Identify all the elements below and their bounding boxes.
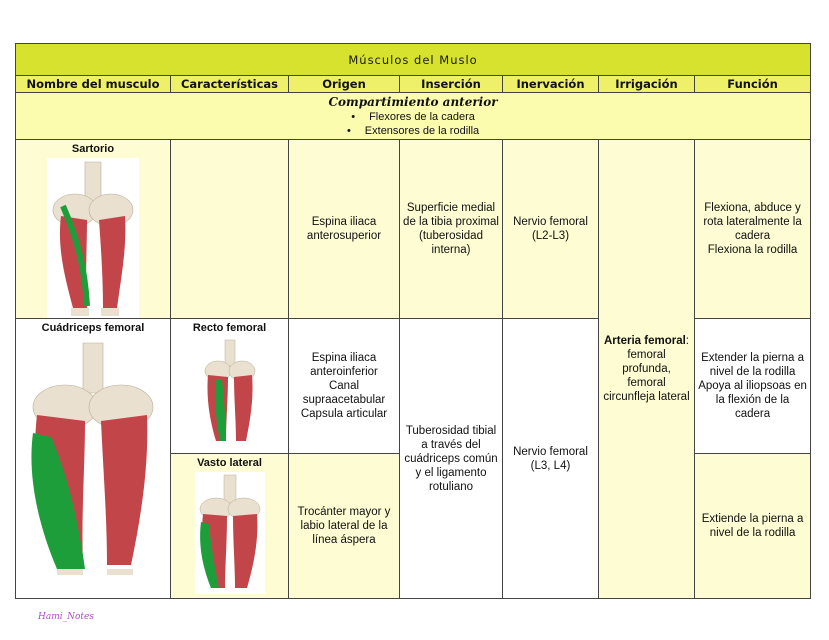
page-title: Músculos del Muslo	[16, 44, 811, 76]
irrigacion-cell	[599, 140, 695, 599]
header-funcion: Función	[695, 76, 811, 93]
bullet-extensores: • Extensores de la rodilla	[19, 124, 807, 138]
muscle-name-recto-femoral: Recto femoral	[192, 322, 267, 334]
header-insercion: Inserción	[400, 76, 503, 93]
sartorio-illustration	[47, 158, 139, 318]
section-anterior	[16, 93, 811, 140]
bullet-flexores: • Flexores de la cadera	[19, 110, 807, 124]
recto-femoral-origen: Espina iliaca anteroinferior Canal supraacetabular Capsula articular	[289, 319, 400, 454]
muscle-name-sartorio: Sartorio	[71, 143, 115, 155]
section-bullets	[19, 110, 807, 138]
sartorio-insercion: Superficie medial de la tibia proximal (tuberosidad interna)	[400, 140, 503, 319]
sartorio-caracteristicas	[171, 140, 289, 319]
header-origen: Origen	[289, 76, 400, 93]
sartorio-origen: Espina iliaca anterosuperior	[289, 140, 400, 319]
header-nombre: Nombre del musculo	[16, 76, 171, 93]
row-sartorio	[16, 140, 811, 319]
muscle-table	[15, 43, 811, 599]
cuadriceps-cell	[16, 319, 171, 599]
muscle-name-cuadriceps: Cuádriceps femoral	[41, 322, 145, 334]
header-row	[16, 76, 811, 93]
vasto-lateral-funcion: Extiende la pierna a nivel de la rodilla	[695, 454, 811, 599]
footer-signature: Hami_Notes	[38, 612, 94, 622]
cuadriceps-inervacion: Nervio femoral (L3, L4)	[503, 319, 599, 599]
irrigacion-bold: Arteria femoral	[603, 335, 686, 347]
cuadriceps-illustration	[23, 337, 163, 577]
vasto-lateral-cell	[171, 454, 289, 599]
muscle-name-vasto-lateral: Vasto lateral	[197, 457, 262, 469]
sartorio-funcion: Flexiona, abduce y rota lateralmente la cadera Flexiona la rodilla	[695, 140, 811, 319]
sartorio-cell	[16, 140, 171, 319]
irrigacion-rest: : femoral profunda, femoral circunfleja lateral	[603, 335, 690, 403]
recto-femoral-funcion: Extender la pierna a nivel de la rodilla Apoya al iliopsoas en la flexión de la cadera	[695, 319, 811, 454]
header-caracteristicas: Características	[171, 76, 289, 93]
vasto-lateral-illustration	[195, 472, 265, 594]
section-title: Compartimiento anterior	[328, 94, 498, 109]
recto-femoral-illustration	[202, 337, 258, 447]
sartorio-inervacion: Nervio femoral (L2-L3)	[503, 140, 599, 319]
header-irrigacion: Irrigación	[599, 76, 695, 93]
cuadriceps-insercion: Tuberosidad tibial a través del cuádriceps común y el ligamento rotuliano	[400, 319, 503, 599]
vasto-lateral-origen: Trocánter mayor y labio lateral de la línea áspera	[289, 454, 400, 599]
recto-femoral-cell	[171, 319, 289, 454]
header-inervacion: Inervación	[503, 76, 599, 93]
